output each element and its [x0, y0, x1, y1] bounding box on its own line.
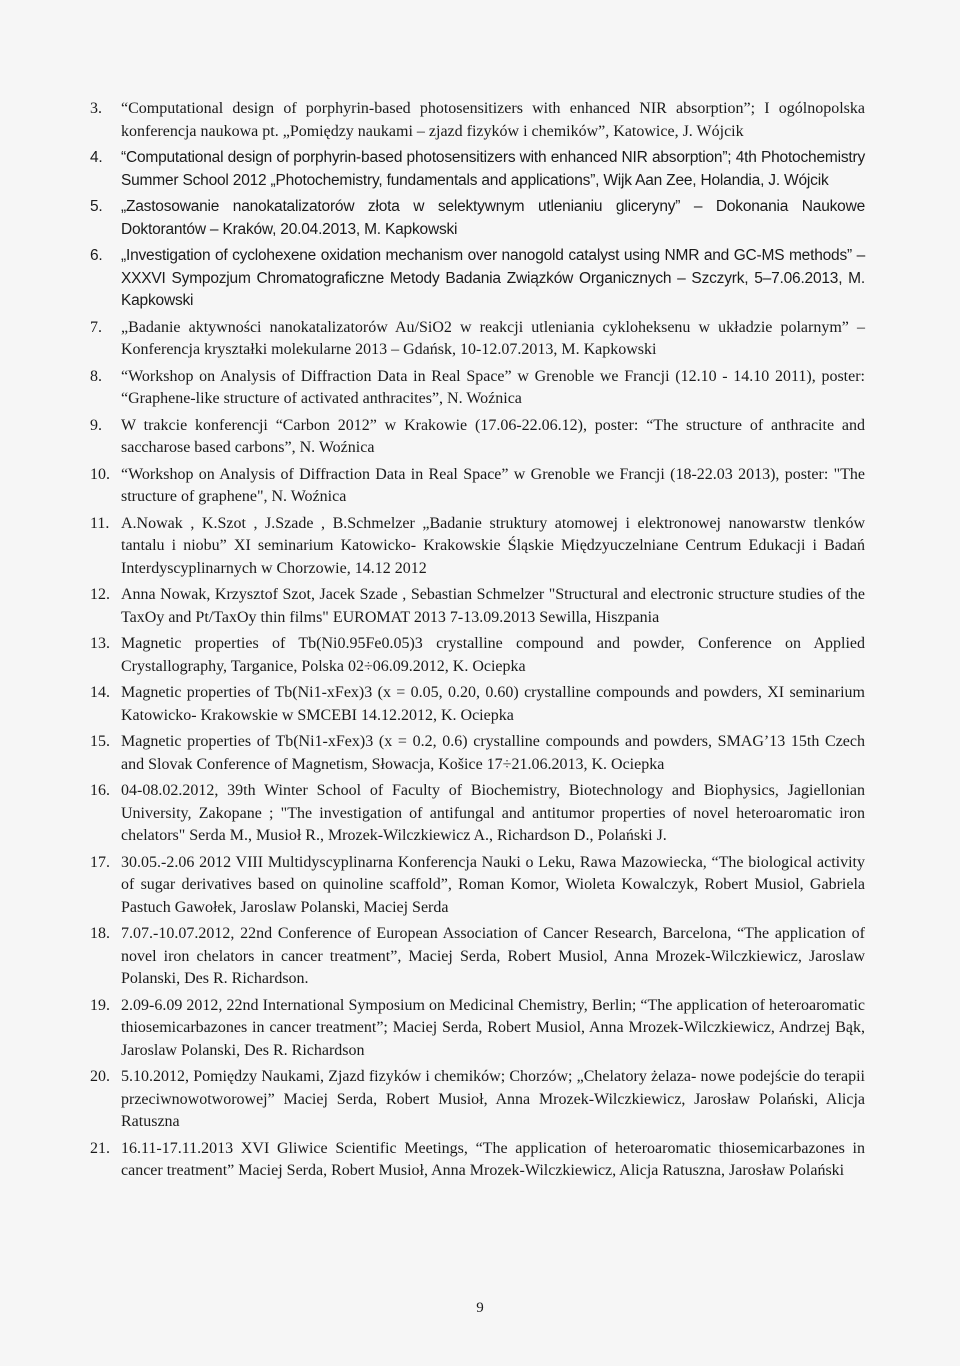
item-number: 6. [90, 247, 103, 264]
item-number: 7. [90, 318, 102, 336]
item-number: 9. [90, 416, 102, 434]
item-number: 10. [90, 465, 110, 483]
item-number: 13. [90, 635, 110, 652]
list-item [90, 415, 865, 460]
item-number: 21. [90, 1139, 110, 1157]
item-number: 20. [90, 1068, 110, 1085]
item-text: A.Nowak , K.Szot , J.Szade , B.Schmelzer „Badanie struktury atomowej i elektronowej nanowarstw tlenków tantalu i niobu” XI seminarium Katowicko- Krakowskie Śląskie Międzyuczelniane Centrum Edukacji i Badań Interdyscyplinarnych w Chorzowie, 14.12 2012 [121, 514, 865, 577]
item-text: 30.05.-2.06 2012 VIII Multidyscyplinarna Konferencja Nauki o Leku, Rawa Mazowiecka, “The biological activity of sugar derivatives based on quinoline scaffold”, Roman Komor, Wioleta Kowalczyk, Robert Musiol, Gabriela Pastuch Gawołek, Jaroslaw Polanski, Maciej Serda [121, 853, 865, 916]
item-text: 04-08.02.2012, 39th Winter School of Faculty of Biochemistry, Biotechnology and Biophysics, Jagiellonian University, Zakopane ; "The investigation of antifungal and antitumor properties of novel heteroaromatic iron chelators" Serda M., Musioł R., Mrozek-Wilczkiewicz A., Richardson D., Polański J. [121, 782, 865, 844]
list-item [90, 1066, 865, 1134]
list-item [90, 464, 865, 509]
item-number: 11. [90, 514, 110, 532]
item-text: Anna Nowak, Krzysztof Szot, Jacek Szade , Sebastian Schmelzer "Structural and electronic structure studies of the TaxOy and Pt/TaxOy thin films" EUROMAT 2013 7-13.09.2013 Sewilla, Hiszpania [121, 586, 865, 626]
list-item [90, 245, 865, 313]
list-item [90, 196, 865, 241]
item-text: Magnetic properties of Tb(Ni0.95Fe0.05)3 crystalline compound and powder, Conference on Applied Crystallography, Targanice, Polska 02÷06.09.2012, K. Ociepka [121, 635, 865, 675]
list-item [90, 923, 865, 991]
list-item [90, 995, 865, 1063]
item-text: „Badanie aktywności nanokatalizatorów Au/SiO2 w reakcji utleniania cykloheksenu w układzie polarnym” – Konferencja kryształki molekularne 2013 – Gdańsk, 10-12.07.2013, M. Kapkowski [121, 318, 865, 358]
item-text: W trakcie konferencji “Carbon 2012” w Krakowie (17.06-22.06.12), poster: “The structure of anthracite and saccharose based carbons”, N. Woźnica [121, 416, 865, 456]
conference-list [90, 98, 865, 1187]
item-number: 4. [90, 149, 103, 166]
item-text: “Workshop on Analysis of Diffraction Data in Real Space” w Grenoble we Francji (12.10 - 14.10 2011), poster: “Graphene-like structure of activated anthracites”, N. Woźnica [121, 367, 865, 407]
item-text: 7.07.-10.07.2012, 22nd Conference of European Association of Cancer Research, Barcelona, “The application of novel iron chelators in cancer treatment”, Maciej Serda, Robert Musiol, Anna Mrozek-Wilczkiewicz, Jaroslaw Polanski, Des R. Richardson. [121, 925, 865, 987]
list-item [90, 317, 865, 362]
item-number: 17. [90, 853, 110, 871]
list-item [90, 731, 865, 776]
item-text: 5.10.2012, Pomiędzy Naukami, Zjazd fizyków i chemików; Chorzów; „Chelatory żelaza- nowe podejście do terapii przeciwnowotworowej” Maciej Serda, Robert Musioł, Anna Mrozek-Wilczkiewicz, Jarosław Polański, Alicja Ratuszna [121, 1068, 865, 1130]
item-number: 8. [90, 367, 102, 385]
item-text: “Computational design of porphyrin-based photosensitizers with enhanced NIR absorption”; 4th Photochemistry Summer School 2012 „Photochemistry, fundamentals and applications”, Wijk Aan Zee, Holandia, J. Wójcik [121, 149, 865, 189]
item-text: 2.09-6.09 2012, 22nd International Symposium on Medicinal Chemistry, Berlin; “The application of heteroaromatic thiosemicarbazones in cancer treatment”; Maciej Serda, Robert Musiol, Anna Mrozek-Wilczkiewicz, Andrzej Bąk, Jaroslaw Polanski, Des R. Richardson [121, 996, 865, 1059]
item-number: 3. [90, 100, 102, 117]
item-text: 16.11-17.11.2013 XVI Gliwice Scientific Meetings, “The application of heteroaromatic thiosemicarbazones in cancer treatment” Maciej Serda, Robert Musioł, Anna Mrozek-Wilczkiewicz, Alicja Ratuszna, Jarosław Polański [121, 1139, 865, 1179]
item-text: Magnetic properties of Tb(Ni1-xFex)3 (x = 0.05, 0.20, 0.60) crystalline compounds and powders, XI seminarium Katowicko- Krakowskie w SMCEBI 14.12.2012, K. Ociepka [121, 684, 865, 724]
list-item [90, 633, 865, 678]
item-number: 18. [90, 925, 110, 942]
item-number: 5. [90, 198, 103, 215]
item-number: 19. [90, 996, 110, 1014]
list-item [90, 682, 865, 727]
item-number: 12. [90, 586, 110, 603]
list-item [90, 852, 865, 920]
list-item [90, 366, 865, 411]
list-item [90, 98, 865, 143]
item-number: 16. [90, 782, 110, 799]
list-item [90, 147, 865, 192]
item-text: “Computational design of porphyrin-based photosensitizers with enhanced NIR absorption”; I ogólnopolska konferencja naukowa pt. „Pomiędzy naukami – zjazd fizyków i chemików”, Katowice, J. Wójcik [121, 100, 865, 140]
page-number: 9 [476, 1300, 484, 1316]
item-text: „Investigation of cyclohexene oxidation mechanism over nanogold catalyst using NMR and GC-MS methods” – XXXVI Sympozjum Chromatograficzne Metody Badania Związków Organicznych – Szczyrk, 5–7.06.2013, M. Kapkowski [121, 247, 865, 309]
item-text: Magnetic properties of Tb(Ni1-xFex)3 (x = 0.2, 0.6) crystalline compounds and powders, SMAG’13 15th Czech and Slovak Conference of Magnetism, Słowacja, Košice 17÷21.06.2013, K. Ociepka [121, 733, 865, 773]
list-item [90, 1138, 865, 1183]
list-item [90, 513, 865, 581]
list-item [90, 780, 865, 848]
item-number: 14. [90, 684, 110, 701]
item-number: 15. [90, 733, 110, 750]
list-item [90, 584, 865, 629]
item-text: „Zastosowanie nanokatalizatorów złota w selektywnym utlenianiu gliceryny” – Dokonania Naukowe Doktorantów – Kraków, 20.04.2013, M. Kapkowski [121, 198, 865, 238]
item-text: “Workshop on Analysis of Diffraction Data in Real Space” w Grenoble we Francji (18-22.03 2013), poster: "The structure of graphene", N. Woźnica [121, 465, 865, 505]
